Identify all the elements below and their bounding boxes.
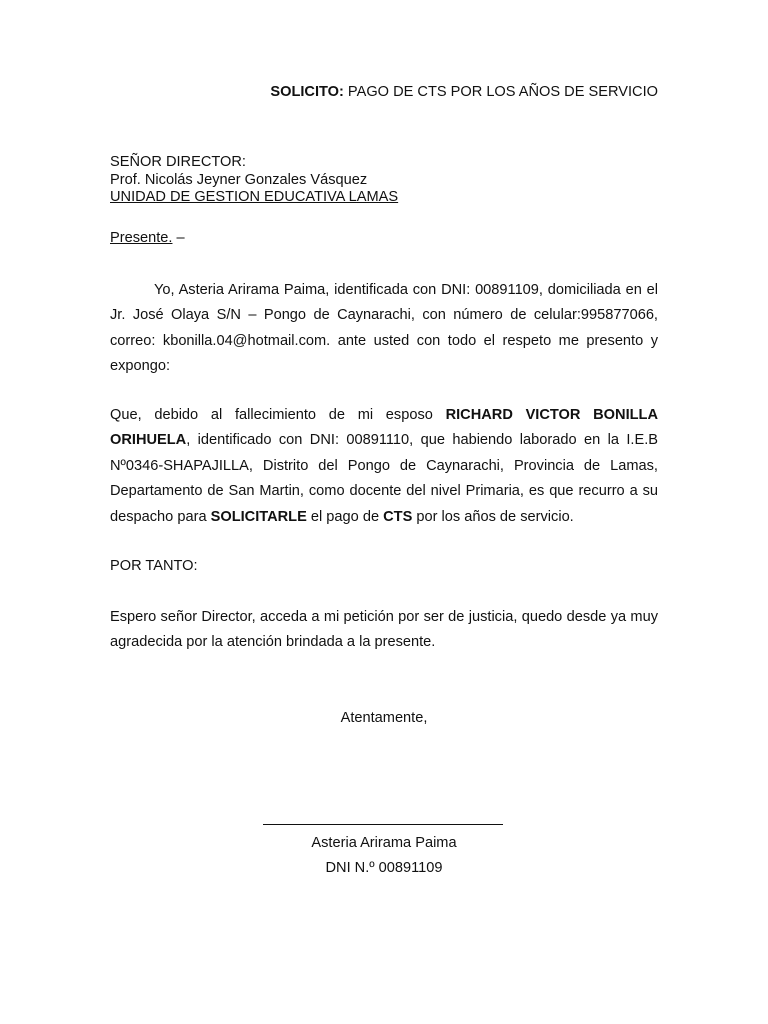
request-text-3: el pago de	[306, 508, 384, 525]
subject-text: PAGO DE CTS POR LOS AÑOS DE SERVICIO	[343, 84, 658, 100]
request-deceased-name: RICHARD VICTOR BONILLA ORIHUELA	[110, 407, 659, 449]
request-solicitarle: SOLICITARLE	[210, 508, 307, 525]
request-text-2: , identificado con DNI: 00891110, que habiendo laborado en la I.E.B Nº0346-SHAPAJILLA, Distrito del Pongo de Caynarachi, Provincia de Lamas, Departamento de San Martin, como docente del nivel Primaria, es que recurro a su despacho para	[110, 432, 658, 525]
paragraph-introduction: Yo, Asteria Arirama Paima, identificada con DNI: 00891109, domiciliada en el Jr. José Olaya S/N – Pongo de Caynarachi, con número de celular:995877066, correo: kbonilla.04@hotmail.com. ante usted con todo el respeto me presento y expongo:	[110, 282, 658, 375]
addressee-block	[110, 154, 398, 207]
greeting-word: Presente.	[110, 230, 173, 246]
greeting-dash: –	[172, 230, 185, 246]
request-text-4: por los años de servicio.	[412, 508, 574, 525]
paragraph-request	[110, 403, 658, 530]
signature-line	[263, 824, 503, 825]
closing-salutation: Atentamente,	[340, 710, 428, 726]
addressee-name: Prof. Nicolás Jeyner Gonzales Vásquez	[110, 171, 368, 188]
signature-name: Asteria Arirama Paima	[311, 835, 457, 851]
por-tanto-heading: POR TANTO:	[110, 558, 198, 574]
request-text-1: Que, debido al fallecimiento de mi esposo	[110, 407, 446, 423]
greeting	[110, 230, 185, 246]
addressee-institution: UNIDAD DE GESTION EDUCATIVA LAMAS	[110, 189, 399, 205]
signature-dni: DNI N.º 00891109	[325, 860, 443, 876]
addressee-title: SEÑOR DIRECTOR:	[110, 154, 246, 170]
subject-line	[270, 84, 658, 100]
request-cts: CTS	[383, 508, 413, 525]
subject-label: SOLICITO:	[270, 84, 344, 100]
paragraph-closing-request: Espero señor Director, acceda a mi petición por ser de justicia, quedo desde ya muy agradecida por la atención brindada a la presente.	[110, 609, 658, 651]
